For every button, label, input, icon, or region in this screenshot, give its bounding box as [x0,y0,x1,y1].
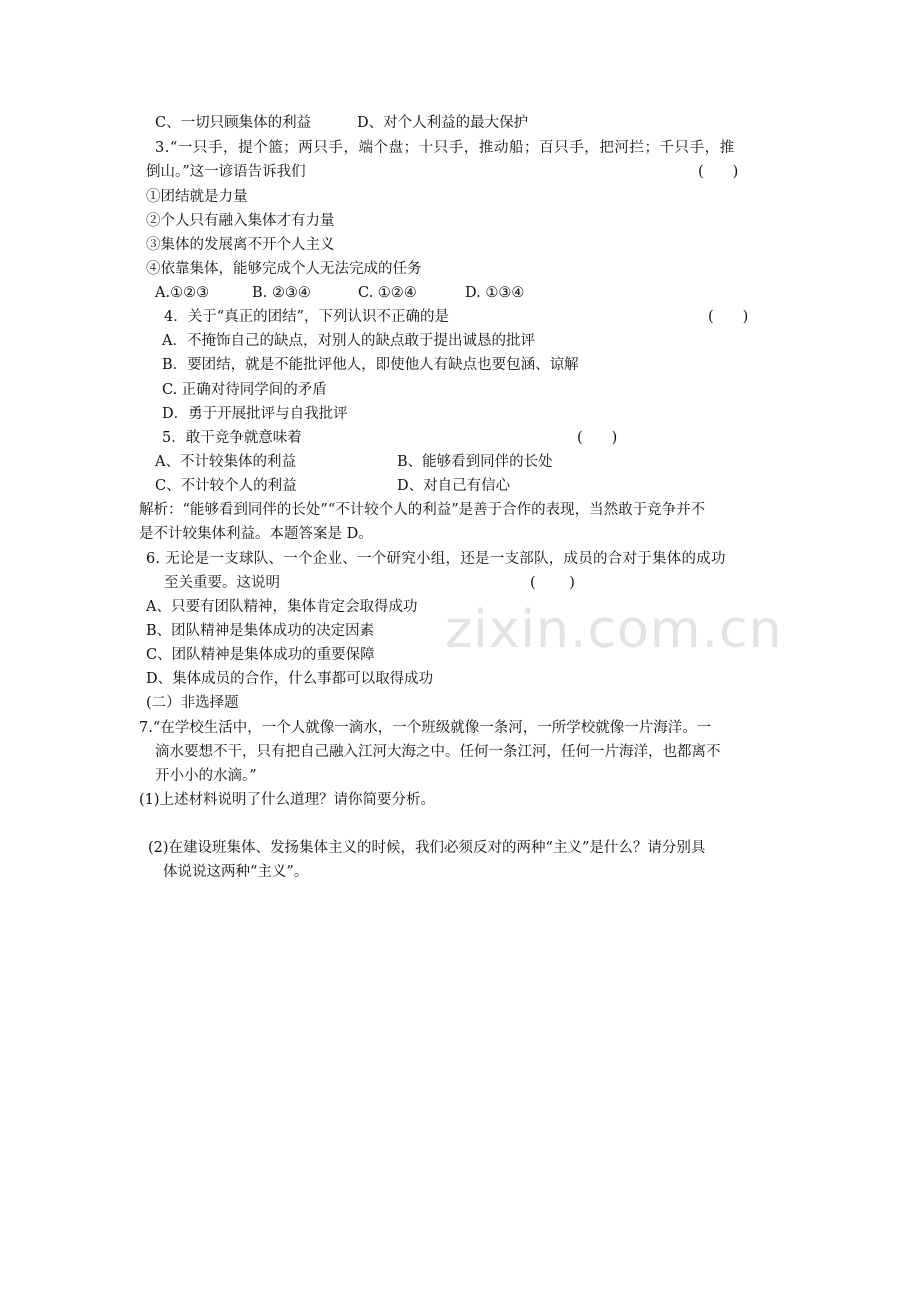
q3-stem-line1: 3.“一只手，提个篮；两只手，端个盘；十只手，推动船；百只手，把河拦；千只手，推 [155,140,735,156]
q5-option-b: B、能够看到同伴的长处 [397,454,553,470]
q6-option-d: D、集体成员的合作，什么事都可以取得成功 [146,671,434,687]
q7-sub-question-2-line2: 体说说这两种“主义”。 [163,864,309,880]
q5-option-d: D、对自己有信心 [397,478,511,494]
q5-answer-paren: ( ) [577,430,618,446]
q2-option-d: D、对个人利益的最大保护 [357,115,529,131]
q2-option-c: C、一切只顾集体的利益 [155,115,312,131]
q3-stem-line2: 倒山。”这一谚语告诉我们 [146,164,306,180]
section-heading-non-choice: (二）非选择题 [146,695,239,711]
q7-material-line3: 开小小的水滴。” [155,768,257,784]
q5-option-a: A、不计较集体的利益 [155,454,296,470]
q4-answer-paren: ( ) [708,309,749,325]
q3-option-b: B. ②③④ [252,285,311,301]
q3-statement-1: ①团结就是力量 [146,189,248,205]
q6-stem-line2: 至关重要。这说明 [164,575,280,591]
q3-option-a: A.①②③ [155,285,210,301]
q6-option-a: A、只要有团队精神，集体肯定会取得成功 [146,599,418,615]
q6-option-b: B、团队精神是集体成功的决定因素 [146,623,375,639]
q5-analysis-line1: 解析：“能够看到同伴的长处”“不计较个人的利益”是善于合作的表现，当然敢于竞争并不 [139,502,706,518]
q3-statement-4: ④依靠集体，能够完成个人无法完成的任务 [146,261,422,277]
q4-option-c: C. 正确对待同学间的矛盾 [162,382,327,398]
q7-sub-question-1: (1)上述材料说明了什么道理？请你简要分析。 [139,792,436,808]
q4-option-b: B．要团结，就是不能批评他人，即使他人有缺点也要包涵、谅解 [162,357,579,373]
q6-option-c: C、团队精神是集体成功的重要保障 [146,647,375,663]
q4-option-d: D．勇于开展批评与自我批评 [162,406,348,422]
q7-material-line2: 滴水要想不干，只有把自己融入江河大海之中。任何一条江河，任何一片海洋，也都离不 [155,744,721,760]
q6-answer-paren: ( ) [530,575,575,591]
q7-sub-question-2-line1: (2)在建设班集体、发扬集体主义的时候，我们必须反对的两种“主义”是什么？请分别具 [148,840,706,856]
q5-option-c: C、不计较个人的利益 [155,478,297,494]
q3-statement-2: ②个人只有融入集体才有力量 [146,213,335,229]
q6-stem-line1: 6. 无论是一支球队、一个企业、一个研究小组，还是一支部队，成员的合对于集体的成功 [146,551,726,567]
q7-material-line1: 7.“在学校生活中，一个人就像一滴水，一个班级就像一条河，一所学校就像一片海洋。一 [139,720,712,736]
q5-stem: 5．敢干竞争就意味着 [162,430,302,446]
q3-statement-3: ③集体的发展离不开个人主义 [146,237,335,253]
q4-option-a: A．不掩饰自己的缺点，对别人的缺点敢于提出诚恳的批评 [162,333,535,349]
watermark: zixin.com.cn [445,600,783,660]
q3-answer-paren: ( ) [698,164,739,180]
q5-analysis-line2: 是不计较集体利益。本题答案是 D。 [139,526,373,542]
q3-option-d: D. ①③④ [465,285,525,301]
q4-stem: 4．关于“真正的团结”，下列认识不正确的是 [164,309,450,325]
q3-option-c: C. ①②④ [358,285,417,301]
